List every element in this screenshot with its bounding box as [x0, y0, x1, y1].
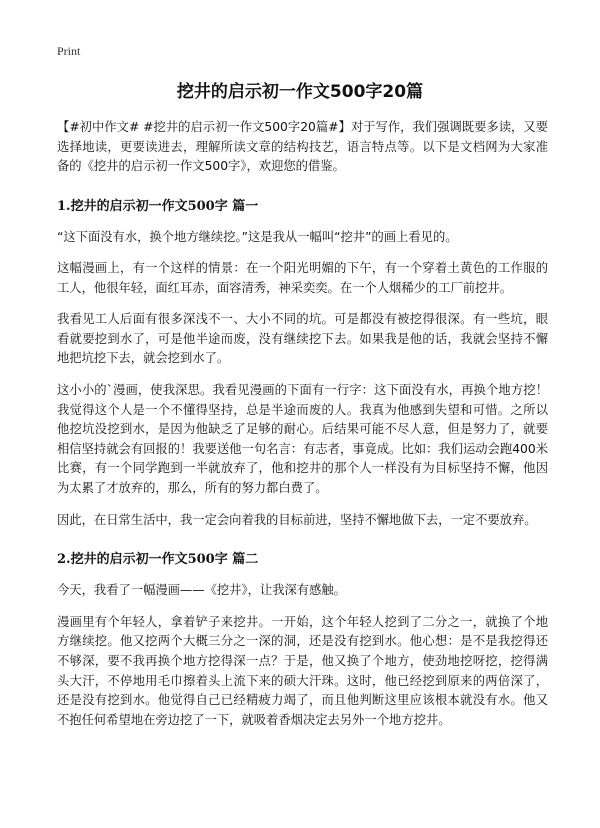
section-heading: 1.挖井的启示初一作文500字 篇一 — [57, 198, 259, 214]
article-body — [57, 118, 548, 742]
section-2 — [57, 548, 548, 730]
page-title: 挖井的启示初一作文500字20篇 — [176, 82, 424, 102]
section-heading: 2.挖井的启示初一作文500字 篇二 — [57, 552, 259, 568]
intro-paragraph: 【#初中作文# #挖井的启示初一作文500字20篇#】对于写作，我们强调既要多读，又要选择地读，更要读进去，理解所读文章的结构技艺，语言特点等。以下是文档网为大家准备的《挖井的启示初一作文500字》，欢迎您的借鉴。 — [57, 120, 548, 173]
section-1 — [57, 195, 548, 531]
paragraph: 这幅漫画上，有一个这样的情景：在一个阳光明媚的下午，有一个穿着土黄色的工作服的工人，他很年轻，面红耳赤，面容清秀，神采奕奕。在一个人烟稀少的工厂前挖井。 — [57, 261, 548, 295]
paragraph: “这下面没有水，换个地方继续挖。”这是我从一幅叫“挖井”的画上看见的。 — [57, 229, 458, 244]
paragraph: 今天，我看了一幅漫画——《挖井》，让我深有感触。 — [57, 583, 346, 598]
paragraph: 这小小的`漫画，使我深思。我看见漫画的下面有一行字：这下面没有水，再换个地方挖！我觉得这个人是一个不懂得坚持，总是半途而废的人。我真为他感到失望和可惜。之所以他挖坑没挖到水，是因为他缺乏了足够的耐心。后结果可能不尽人意，但是努力了，就要相信坚持就会有回报的！我要送他一句名言：有志者，事竟成。比如：我们运动会跑400米比赛，有一个同学跑到一半就放弃了，他和挖井的那个人一样没有为目标坚持不懈，他因为太累了才放弃的，那么，所有的努力都白费了。 — [57, 383, 548, 496]
print-label[interactable]: Print — [57, 44, 81, 58]
paragraph: 漫画里有个年轻人，拿着铲子来挖井。一开始，这个年轻人挖到了二分之一，就换了个地方继续挖。他又挖两个大概三分之一深的洞，还是没有挖到水。他心想：是不是我挖得还不够深，要不我再换个地方挖得深一点？于是，他又换了个地方，使劲地挖呀挖，挖得满头大汗，不停地用毛巾擦着头上流下来的硕大汗珠。这时，他已经挖到原来的两倍深了，还是没有挖到水。他觉得自己已经精疲力竭了，而且他判断这里应该根本就没有水。他又不抱任何希望地在旁边挖了一下，就吸着香烟决定去另外一个地方挖井。 — [57, 614, 548, 727]
paragraph: 因此，在日常生活中，我一定会向着我的目标前进，坚持不懈地做下去，一定不要放弃。 — [57, 512, 537, 527]
paragraph: 我看见工人后面有很多深浅不一、大小不同的坑。可是都没有被挖得很深。有一些坑，眼看就要挖到水了，可是他半途而废，没有继续挖下去。如果我是他的话，我就会坚持不懈地把坑挖下去，就会挖到水了。 — [57, 312, 548, 366]
